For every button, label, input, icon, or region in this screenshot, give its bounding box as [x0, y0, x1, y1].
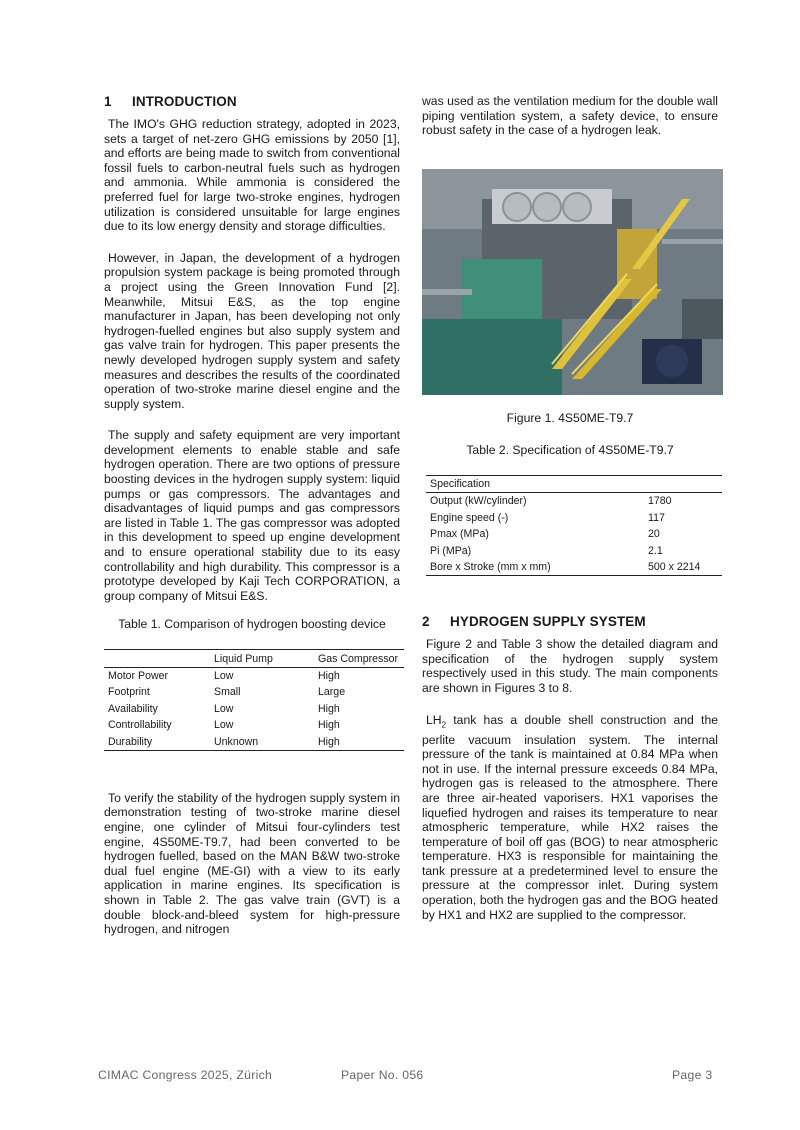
table-cell: 1780: [648, 495, 672, 508]
footer-page-number: Page 3: [672, 1068, 713, 1082]
right-column: [422, 94, 718, 939]
table-cell: Engine speed (-): [430, 511, 509, 524]
table-row: [104, 684, 404, 700]
engine-photo-illustration: [422, 169, 723, 395]
paragraph-intro-1: The IMO's GHG reduction strategy, adopted in 2023, sets a target of net-zero GHG emissions by 2050 [1], and efforts are being made to switch from conventional fossil fuels to carbon-neutral fuels such as hydrogen and ammonia. While ammonia is considered the preferred fuel for large two-stroke engines, hydrogen utilization is considered unsuitable for large engines due to its low energy density and storage difficulties.: [104, 117, 400, 234]
section-title: HYDROGEN SUPPLY SYSTEM: [450, 614, 646, 630]
lh2-text: LH: [426, 712, 442, 727]
table-cell: Low: [214, 669, 234, 682]
figure1-caption: Figure 1. 4S50ME-T9.7: [506, 410, 634, 425]
table-cell: Unknown: [214, 735, 259, 748]
table-header-row: [104, 650, 404, 667]
table-header-row: [426, 475, 722, 492]
engine-photo: [422, 169, 723, 395]
table-cell: 20: [648, 528, 660, 541]
table-cell: 2.1: [648, 544, 663, 557]
table-row: [104, 701, 404, 717]
section-heading-hydrogen-supply: [422, 614, 718, 629]
section-number: 1: [104, 94, 112, 109]
table-cell: Large: [318, 686, 346, 699]
lh2-subscript: 2: [441, 719, 447, 729]
paragraph-intro-2: However, in Japan, the development of a hydrogen propulsion system package is being promoted through a project using the Green Innovation Fund [2]. Meanwhile, Mitsui E&S, as the top engine manufacturer in Japan, has been developing not only hydrogen-fuelled engines but also supply system and gas valve train for hydrogen. This paper presents the newly developed hydrogen supply system and safety measures and describes the results of the coordinated operation of two-stroke marine diesel engine and the supply system.: [104, 250, 400, 411]
paragraph-intro-4-continued: was used as the ventilation medium for the double wall piping ventilation system, a safety device, to ensure robust safety in the case of a hydrogen leak.: [422, 94, 718, 138]
table-cell: Motor Power: [108, 669, 169, 682]
table-header-cell: Liquid Pump: [210, 650, 314, 667]
table-cell: Controllability: [108, 719, 172, 732]
table2-engine-specification: [426, 475, 722, 576]
left-column: [104, 94, 400, 954]
footer-paper-number: Paper No. 056: [341, 1068, 424, 1082]
table-cell: Small: [214, 686, 241, 699]
table-cell: Footprint: [108, 686, 150, 699]
table-row: [426, 493, 722, 510]
paragraph-intro-3: The supply and safety equipment are very important development elements to enable stable and safe hydrogen operation. There are two options of pressure boosting devices in the hydrogen supply system: liquid pumps or gas compressors. The advantages and disadvantages of liquid pumps and gas compressors are listed in Table 1. The gas compressor was adopted in this development to speed up engine development and to ensure operational stability due to its easy controllability and high durability. This compressor is a prototype developed by Kaji Tech CORPORATION, a group company of Mitsui E&S.: [104, 428, 400, 603]
section-title: INTRODUCTION: [132, 94, 237, 109]
table-header-cell: Specification: [426, 475, 644, 492]
table-cell: 117: [648, 511, 665, 524]
paragraph-supply-2-body: tank has a double shell construction and the perlite vacuum insulation system. The internal pressure of the tank is maintained at 0.84 MPa when not in use. If the internal pressure exceeds 0.84 MPa, hydrogen gas is released to the atmosphere. There are three air-heated vaporisers. HX1 vaporises the liquefied hydrogen and raises its temperature to near atmospheric temperature, while HX2 raises the temperature of boil off gas (BOG) to near atmospheric temperature. HX3 is responsible for maintaining the tank pressure at a predetermined level to ensure the pressure at the compressor inlet. During system operation, both the hydrogen gas and the BOG heated by HX1 and HX2 are supplied to the compressor.: [422, 712, 718, 922]
section-number: 2: [422, 614, 430, 630]
table-cell: High: [318, 669, 340, 682]
table2-caption: Table 2. Specification of 4S50ME-T9.7: [466, 442, 674, 457]
table-row: [104, 733, 404, 750]
table1-caption: Table 1. Comparison of hydrogen boosting device: [118, 617, 386, 632]
table-row: [426, 559, 722, 576]
paragraph-supply-1: Figure 2 and Table 3 show the detailed diagram and specification of the hydrogen supply system respectively used in this study. The main components are shown in Figures 3 to 8.: [422, 637, 718, 695]
table-header-cell: [644, 475, 722, 492]
table-cell: Bore x Stroke (mm x mm): [430, 560, 551, 573]
table-cell: 500 x 2214: [648, 560, 701, 573]
table-cell: Pi (MPa): [430, 544, 472, 557]
table-row: [104, 717, 404, 733]
table1-boosting-comparison: [104, 649, 404, 750]
table-row: [426, 510, 722, 526]
table-cell: Pmax (MPa): [430, 528, 489, 541]
section-heading-introduction: [104, 94, 400, 109]
table-row: [426, 542, 722, 558]
table-cell: High: [318, 735, 340, 748]
table-row: [104, 667, 404, 684]
table-cell: Durability: [108, 735, 153, 748]
paragraph-intro-4: To verify the stability of the hydrogen supply system in demonstration testing of two-stroke marine diesel engine, one cylinder of Mitsui four-cylinders test engine, 4S50ME-T9.7, had been converted to be hydrogen fuelled, based on the MAN B&W two-stroke dual fuel engine (ME-GI) with a view to its early application in marine engines. Its specification is shown in Table 2. The gas valve train (GVT) is a double block-and-bleed system for high-pressure hydrogen, and nitrogen: [104, 790, 400, 937]
table-cell: High: [318, 702, 340, 715]
table-header-cell: [104, 650, 210, 667]
table-header-cell: Gas Compressor: [314, 650, 404, 667]
table-cell: Low: [214, 719, 234, 732]
footer-conference: CIMAC Congress 2025, Zürich: [98, 1068, 273, 1082]
table-cell: Availability: [108, 702, 158, 715]
table-row: [426, 526, 722, 542]
paragraph-supply-2: [422, 713, 718, 923]
table-cell: Output (kW/cylinder): [430, 495, 527, 508]
table-cell: Low: [214, 702, 234, 715]
table-cell: High: [318, 719, 340, 732]
